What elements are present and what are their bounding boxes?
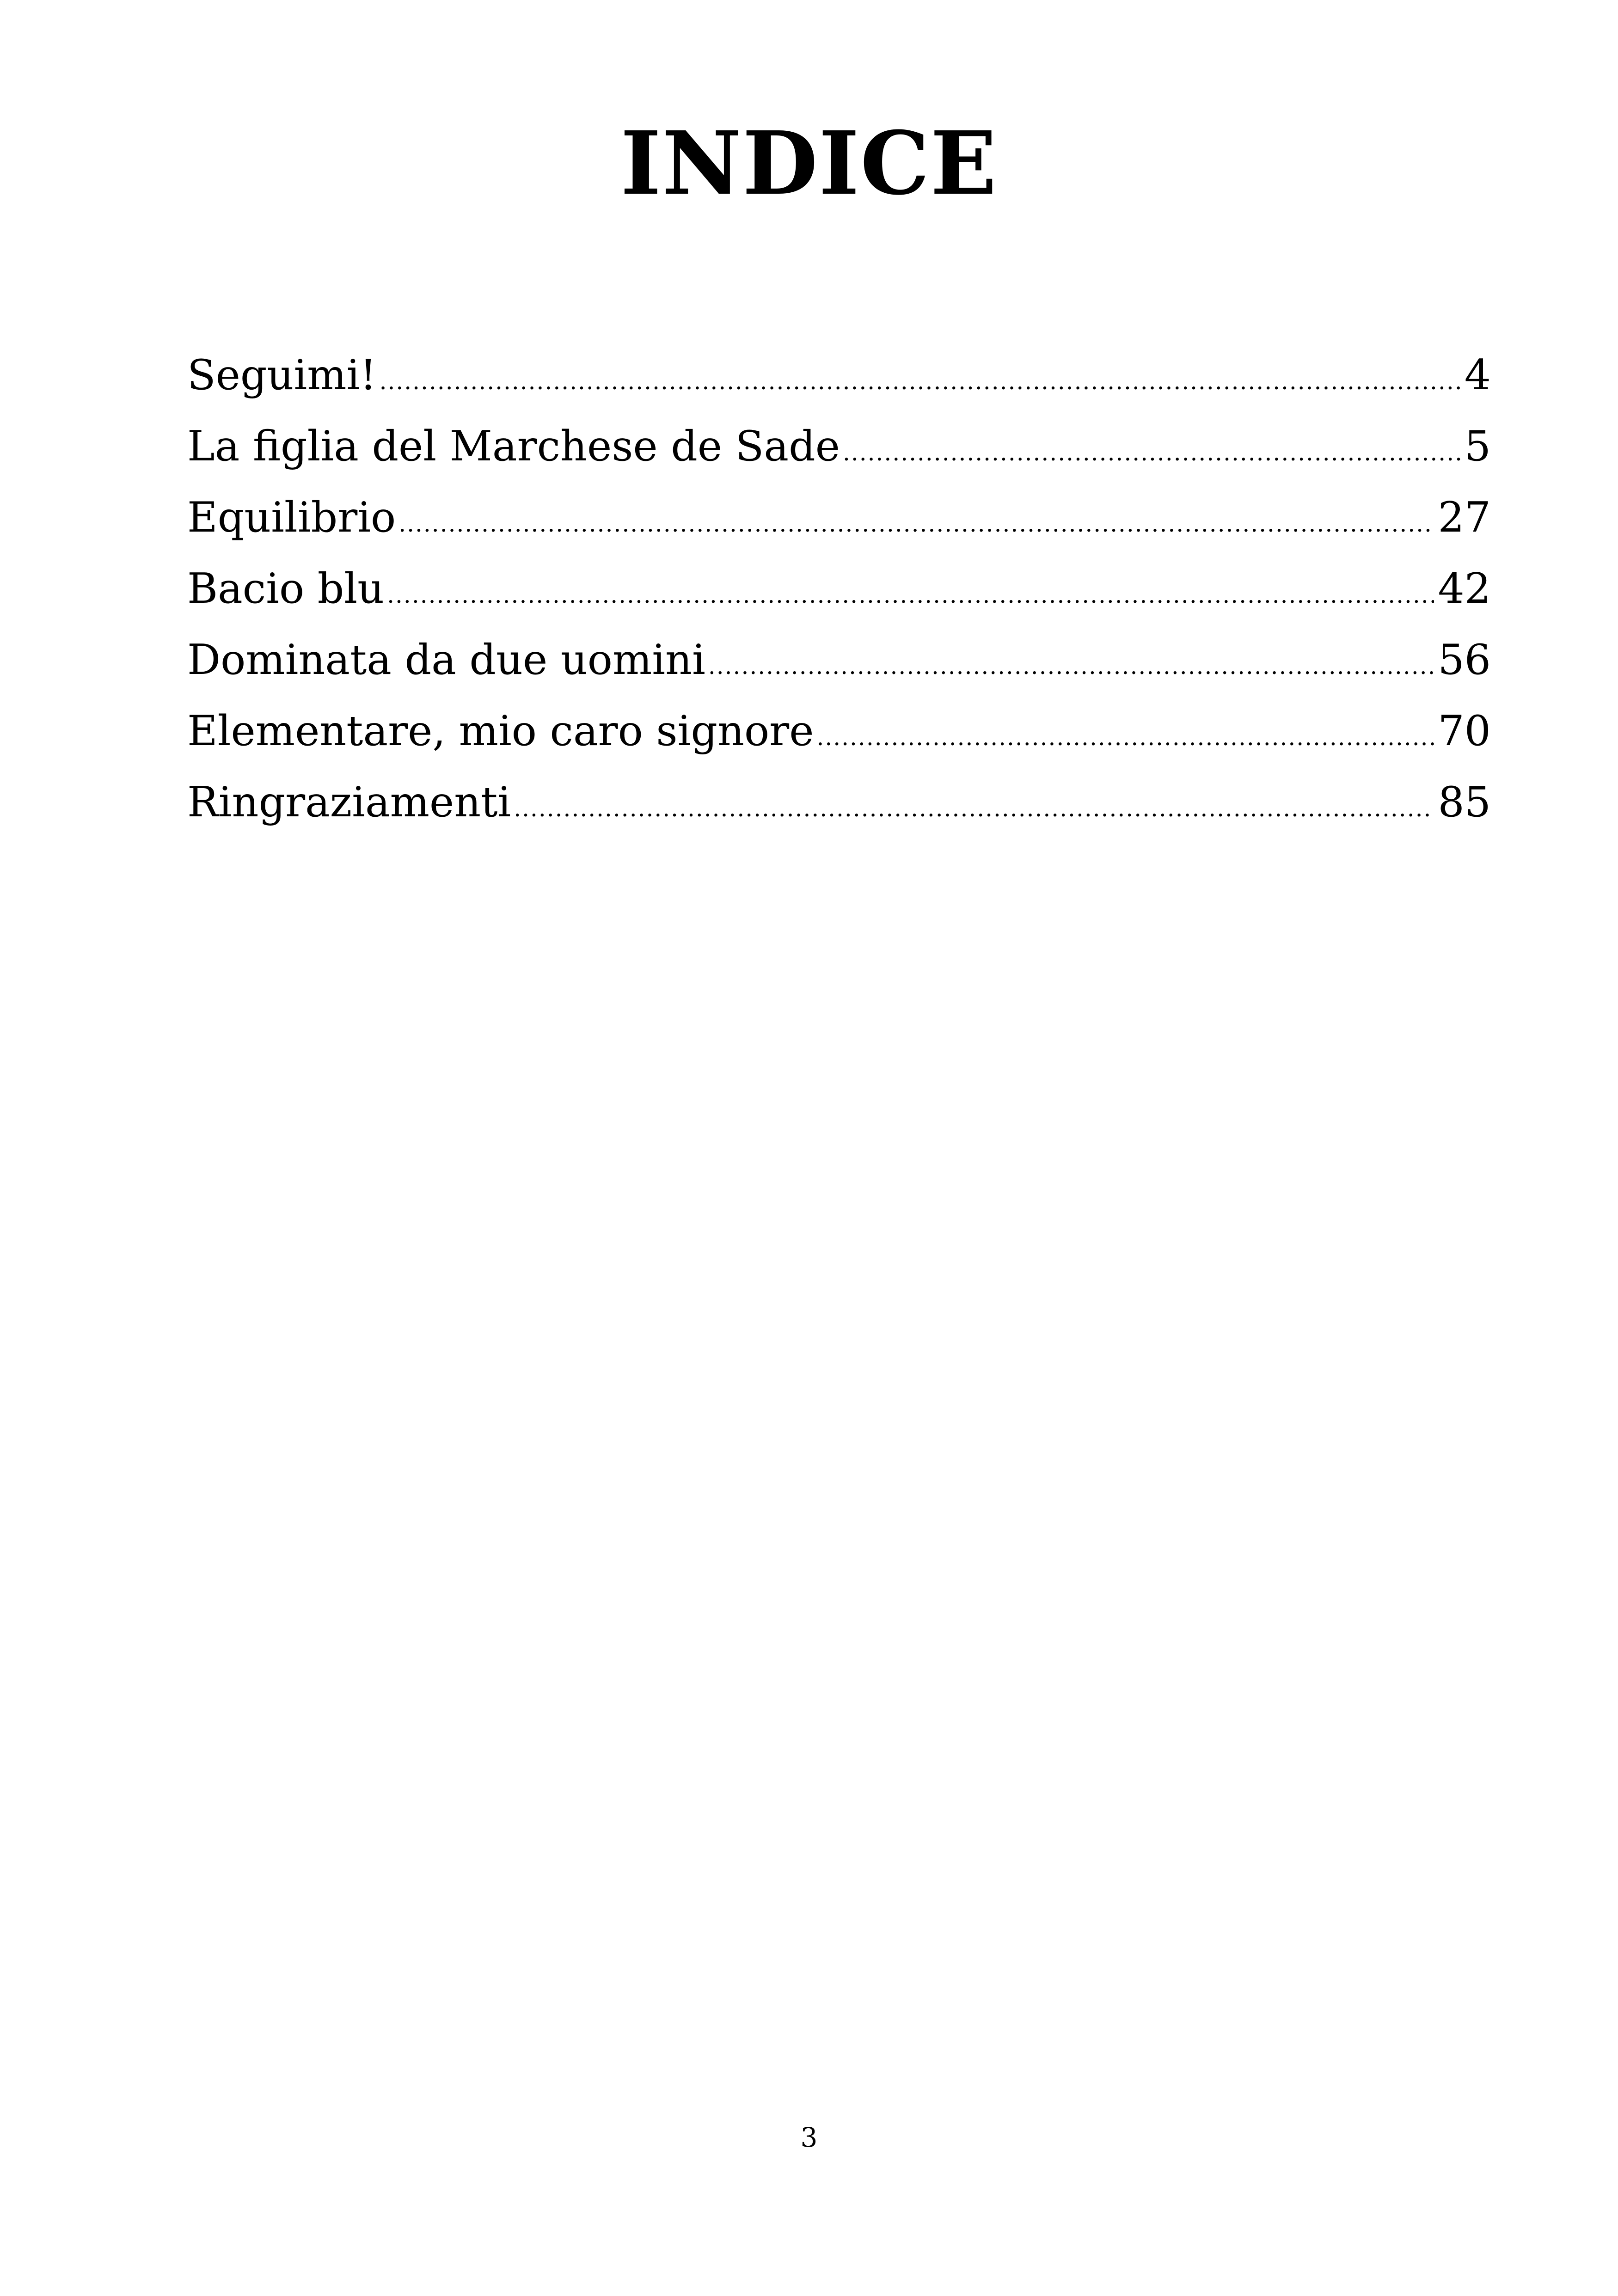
toc-entry-title: Ringraziamenti xyxy=(187,778,511,827)
dot-leader xyxy=(398,512,1434,535)
dot-leader xyxy=(380,370,1461,393)
toc-entry-page: 70 xyxy=(1438,707,1491,755)
dot-leader xyxy=(816,726,1434,749)
toc-entry-title: Seguimi! xyxy=(187,351,377,399)
page-number: 3 xyxy=(800,2122,818,2153)
toc-entry-page: 56 xyxy=(1438,636,1491,684)
toc-entry[interactable] xyxy=(187,696,1491,767)
toc-entry-page: 42 xyxy=(1438,564,1491,613)
dot-leader xyxy=(387,583,1434,606)
toc-entry[interactable] xyxy=(187,340,1491,411)
toc-entry[interactable] xyxy=(187,411,1491,482)
dot-leader xyxy=(843,441,1461,464)
toc-entry[interactable] xyxy=(187,625,1491,696)
dot-leader xyxy=(514,797,1434,820)
page-title: INDICE xyxy=(620,112,998,214)
toc-entry-page: 85 xyxy=(1438,778,1491,827)
dot-leader xyxy=(708,655,1434,678)
table-of-contents xyxy=(187,340,1491,838)
toc-entry[interactable] xyxy=(187,767,1491,838)
toc-entry-page: 4 xyxy=(1464,351,1491,399)
toc-entry[interactable] xyxy=(187,553,1491,625)
toc-entry-title: Elementare, mio caro signore xyxy=(187,707,814,755)
toc-entry[interactable] xyxy=(187,482,1491,553)
toc-entry-page: 5 xyxy=(1464,422,1491,471)
toc-entry-title: Dominata da due uomini xyxy=(187,636,705,684)
toc-entry-page: 27 xyxy=(1438,493,1491,542)
toc-entry-title: Equilibrio xyxy=(187,493,396,542)
toc-entry-title: Bacio blu xyxy=(187,564,385,613)
toc-entry-title: La figlia del Marchese de Sade xyxy=(187,422,840,471)
